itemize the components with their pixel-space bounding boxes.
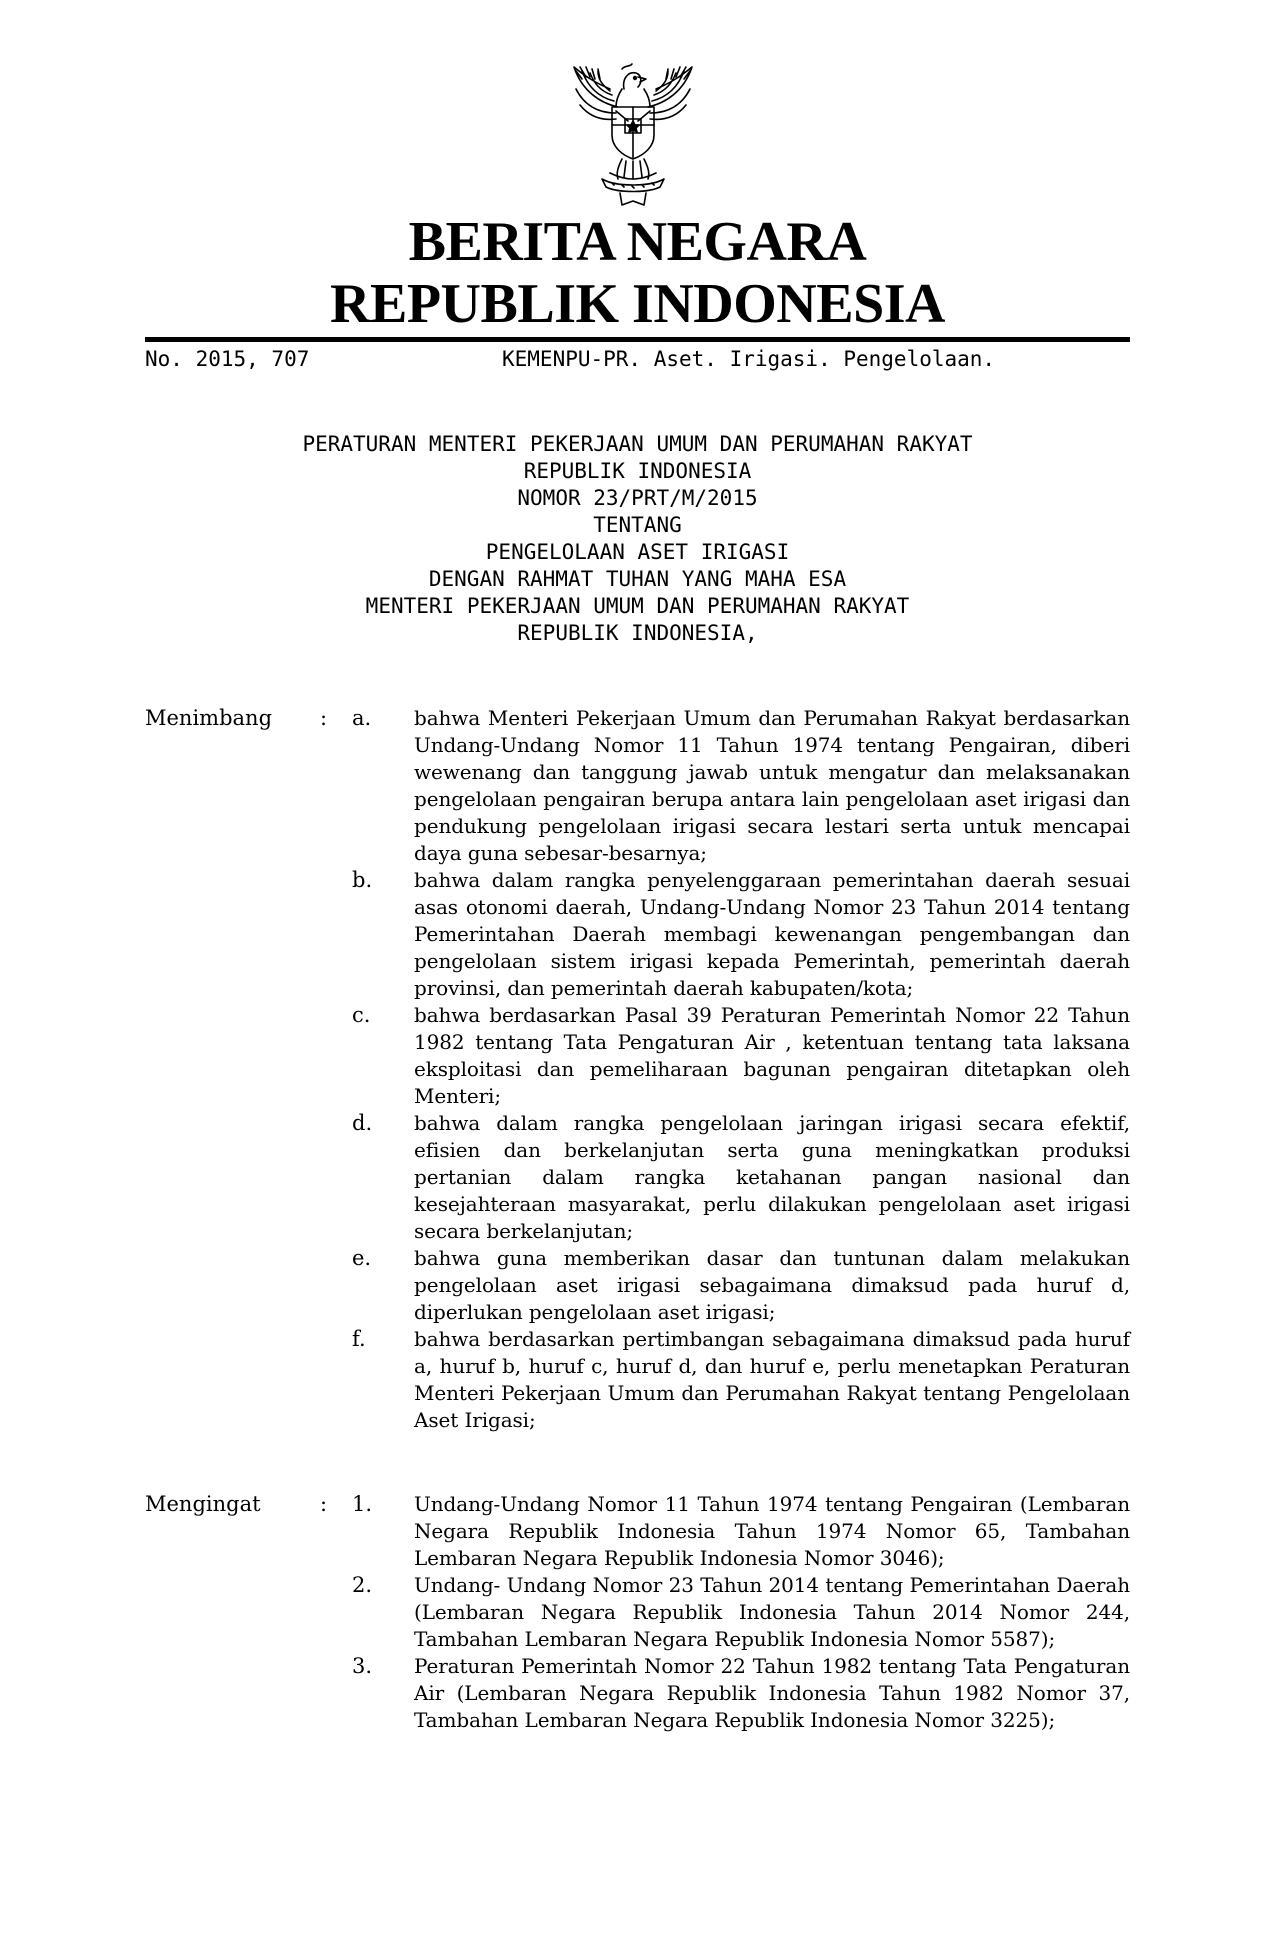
- item-text: Undang-Undang Nomor 11 Tahun 1974 tentang Pengairan (Lembaran Negara Republik Indonesia Tahun 1974 Nomor 65, Tambahan Lembaran Negara Republik Indonesia Nomor 3046);: [414, 1492, 1130, 1570]
- menimbang-item-c: [352, 1002, 1130, 1110]
- menimbang-label: Menimbang: [145, 706, 273, 730]
- item-text: Peraturan Pemerintah Nomor 22 Tahun 1982 tentang Tata Pengaturan Air (Lembaran Negara Republik Indonesia Tahun 1982 Nomor 37, Tambahan Lembaran Negara Republik Indonesia Nomor 3225);: [414, 1654, 1130, 1732]
- regulation-title-line: NOMOR 23/PRT/M/2015: [517, 486, 758, 510]
- menimbang-item-d: [352, 1110, 1130, 1245]
- menimbang-item-a: [352, 705, 1130, 867]
- item-text: Undang- Undang Nomor 23 Tahun 2014 tentang Pemerintahan Daerah (Lembaran Negara Republik Indonesia Tahun 2014 Nomor 244, Tambahan Lembaran Negara Republik Indonesia Nomor 5587);: [414, 1573, 1130, 1651]
- mengingat-item-1: [352, 1491, 1130, 1572]
- item-text: bahwa berdasarkan Pasal 39 Peraturan Pemerintah Nomor 22 Tahun 1982 tentang Tata Pengaturan Air , ketentuan tentang tata laksana eksploitasi dan pemeliharaan bagunan pengairan ditetapkan oleh Menteri;: [414, 1003, 1130, 1108]
- masthead-divider: [145, 337, 1130, 342]
- masthead-title-line2: REPUBLIK INDONESIA: [330, 273, 945, 335]
- item-marker: d.: [352, 1111, 373, 1135]
- mengingat-colon: :: [320, 1492, 328, 1516]
- menimbang-list: [352, 705, 1130, 1434]
- menimbang-section: [145, 705, 1130, 1434]
- regulation-title-line: MENTERI PEKERJAAN UMUM DAN PERUMAHAN RAKYAT: [365, 594, 910, 618]
- item-marker: f.: [352, 1327, 366, 1351]
- regulation-title-line: PENGELOLAAN ASET IRIGASI: [485, 540, 790, 564]
- regulation-title-line: PERATURAN MENTERI PEKERJAAN UMUM DAN PERUMAHAN RAKYAT: [302, 432, 973, 456]
- menimbang-item-e: [352, 1245, 1130, 1326]
- regulation-title-line: DENGAN RAHMAT TUHAN YANG MAHA ESA: [428, 567, 847, 591]
- item-marker: a.: [352, 706, 372, 730]
- menimbang-item-f: [352, 1326, 1130, 1434]
- mengingat-list: [352, 1491, 1130, 1734]
- item-text: bahwa berdasarkan pertimbangan sebagaimana dimaksud pada huruf a, huruf b, huruf c, huruf d, dan huruf e, perlu menetapkan Peraturan Menteri Pekerjaan Umum dan Perumahan Rakyat tentang Pengelolaan Aset Irigasi;: [414, 1327, 1130, 1432]
- item-marker: b.: [352, 868, 373, 892]
- regulation-title-line: REPUBLIK INDONESIA,: [517, 621, 758, 645]
- regulation-title-line: REPUBLIK INDONESIA: [523, 459, 752, 483]
- item-marker: 3.: [352, 1654, 373, 1678]
- gazette-subject-tags: KEMENPU-PR. Aset. Irigasi. Pengelolaan.: [502, 347, 996, 371]
- mengingat-section: [145, 1491, 1130, 1734]
- regulation-title-line: TENTANG: [593, 513, 682, 537]
- gazette-number: No. 2015, 707: [145, 347, 310, 371]
- item-marker: e.: [352, 1246, 372, 1270]
- item-text: bahwa dalam rangka pengelolaan jaringan irigasi secara efektif, efisien dan berkelanjutan serta guna meningkatkan produksi pertanian dalam rangka ketahanan pangan nasional dan kesejahteraan masyarakat, perlu dilakukan pengelolaan aset irigasi secara berkelanjutan;: [414, 1111, 1130, 1243]
- mengingat-item-2: [352, 1572, 1130, 1653]
- menimbang-colon: :: [320, 706, 328, 730]
- item-marker: 1.: [352, 1492, 373, 1516]
- regulation-title-block: [145, 431, 1130, 647]
- garuda-emblem-icon: [552, 55, 712, 215]
- item-marker: c.: [352, 1003, 371, 1027]
- menimbang-item-b: [352, 867, 1130, 1002]
- item-text: bahwa dalam rangka penyelenggaraan pemerintahan daerah sesuai asas otonomi daerah, Undang-Undang Nomor 23 Tahun 2014 tentang Pemerintahan Daerah membagi kewenangan pengembangan dan pengelolaan sistem irigasi kepada Pemerintah, pemerintah daerah provinsi, dan pemerintah daerah kabupaten/kota;: [414, 868, 1130, 1000]
- item-marker: 2.: [352, 1573, 373, 1597]
- item-text: bahwa guna memberikan dasar dan tuntunan dalam melakukan pengelolaan aset irigasi sebagaimana dimaksud pada huruf d, diperlukan pengelolaan aset irigasi;: [414, 1246, 1130, 1324]
- item-text: bahwa Menteri Pekerjaan Umum dan Perumahan Rakyat berdasarkan Undang-Undang Nomor 11 Tahun 1974 tentang Pengairan, diberi wewenang dan tanggung jawab untuk mengatur dan melaksanakan pengelolaan pengairan berupa antara lain pengelolaan aset irigasi dan pendukung pengelolaan irigasi secara lestari serta untuk mencapai daya guna sebesar-besarnya;: [414, 706, 1130, 865]
- masthead-title-line1: BERITA NEGARA: [408, 211, 867, 273]
- mengingat-label: Mengingat: [145, 1492, 261, 1516]
- mengingat-item-3: [352, 1653, 1130, 1734]
